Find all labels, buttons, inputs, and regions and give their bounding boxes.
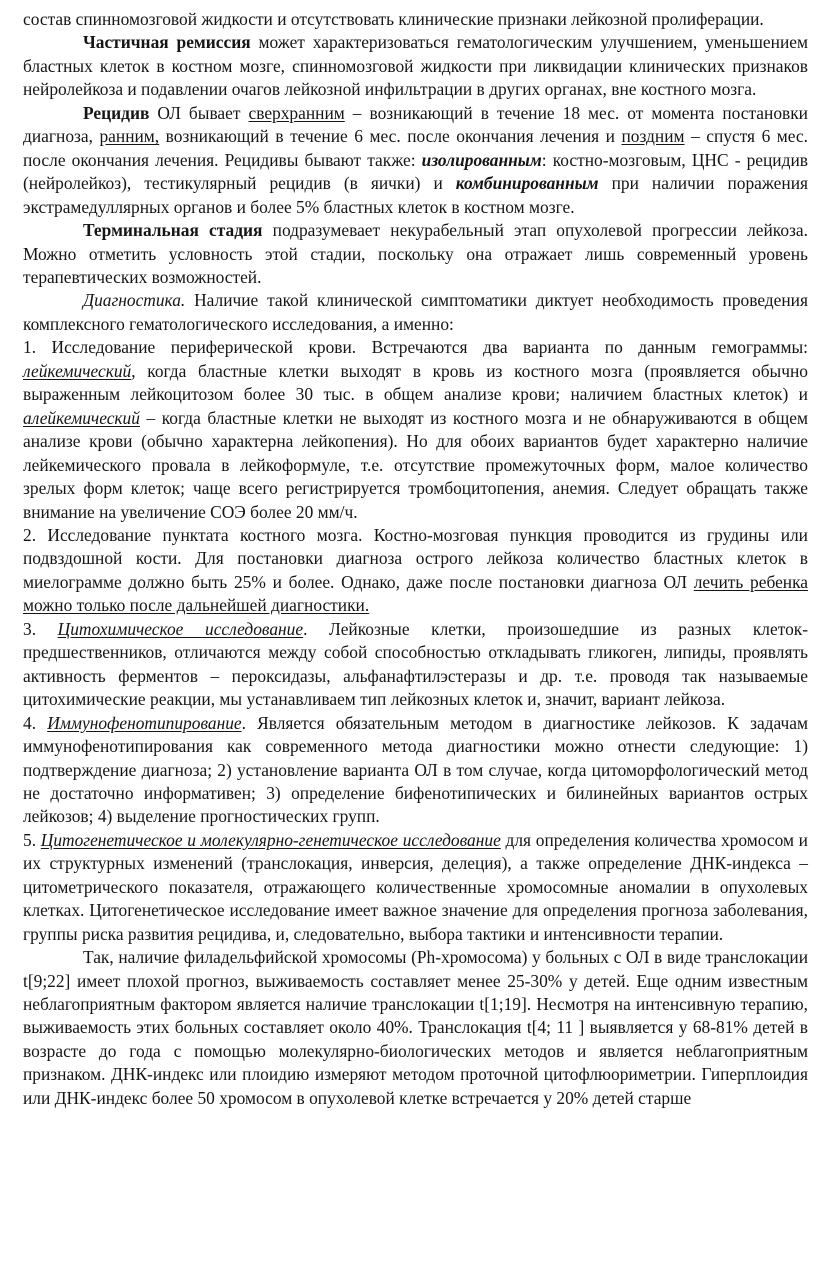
paragraph-p04	[23, 219, 808, 289]
emphasis-text: Частичная ремиссия	[83, 32, 251, 53]
text-run: Наличие такой клинической симптоматики диктует необходимость проведения комплексного гематологического исследования, а именно:	[23, 290, 808, 334]
paragraph-p01	[23, 8, 808, 31]
text-run: – спустя 6 мес. после окончания лечения. Рецидивы бывают также:	[23, 126, 808, 170]
text-run: при наличии поражения экстрамедуллярных органов и более 5% бластных клеток в костном мозге.	[23, 173, 808, 217]
text-run: подразумевает некурабельный этап опухолевой прогрессии лейкоза. Можно отметить условность этой стадии, поскольку она отражает лишь современный уровень терапевтических возможностей.	[23, 220, 808, 287]
emphasis-text: изолированным	[421, 149, 542, 170]
emphasis-text: алейкемический	[23, 407, 140, 428]
text-run: – когда бластные клетки не выходят из костного мозга и не обнаруживаются в общем анализе крови (обычно характерна лейкопения). Но для обоих вариантов будет характерно наличие лейкемического провала в лейкоформуле, т.е. отсутствие промежуточных форм, малое количество зрелых форм клеток; чаще всего регистрируется тромбоцитопения, анемия. Следует обращать также внимание на увеличение СОЭ более 20 мм/ч.	[23, 407, 808, 522]
text-run: ОЛ бывает	[149, 102, 249, 123]
emphasis-text: сверхранним	[248, 102, 345, 123]
text-run: : костно-мозговым, ЦНС - рецидив (нейролейкоз), тестикулярный рецидив (в яички) и	[23, 149, 808, 194]
emphasis-text: поздним	[621, 126, 685, 147]
paragraph-p07	[23, 524, 808, 618]
text-run: 1. Исследование периферической крови. Встречаются два варианта по данным гемограммы:	[23, 337, 808, 358]
paragraph-p06	[23, 336, 808, 524]
text-run: Так, наличие филадельфийской хромосомы (Ph-хромосома) у больных с ОЛ в виде транслокации t[9;22] имеет плохой прогноз, выживаемость составляет менее 25-30% у детей. Еще одним известным неблагоприятным фактором является наличие транслокации t[1;19]. Несмотря на интенсивную терапию, выживаемость этих больных составляет около 40%. Транслокация t[4; 11 ] выявляется у 68-81% детей в возрасте до года с помощью молекулярно-биологических методов и является неблагоприятным признаком. ДНК-индекс или плоидию измеряют методом проточной цитофлюориметрии. Гиперплоидия или ДНК-индекс более 50 хромосом в опухолевой клетке встречается у 20% детей старше	[23, 947, 808, 1108]
text-run: , когда бластные клетки выходят в кровь из костного мозга (проявляется обычно выраженным лейкоцитозом более 30 тыс. в общем анализе крови; наличием бластных клеток) и	[23, 360, 808, 405]
text-run: . Является обязательным методом в диагностике лейкозов. К задачам иммунофенотипирования как современного метода диагностики можно отнести следующие: 1) подтверждение диагноза; 2) установление варианта ОЛ в том случае, когда цитоморфологический метод не достаточно информативен; 3) определение бифенотипических и билинейных вариантов острых лейкозов; 4) выделение прогностических групп.	[23, 712, 809, 827]
paragraph-p09	[23, 712, 808, 829]
paragraph-p11	[23, 946, 808, 1110]
text-run: 3.	[23, 618, 58, 639]
emphasis-text: Терминальная стадия	[83, 220, 263, 241]
emphasis-text: лечить ребенка можно только после дальнейшей диагностики.	[23, 571, 808, 616]
text-run: 4.	[23, 712, 48, 733]
text-run: . Лейкозные клетки, произошедшие из разных клеток-предшественников, отличаются между собой способностью откладывать гликоген, липиды, проявлять активность ферментов – пероксидазы, альфанафтилэстеразы и др. т.е. проводя так называемые цитохимические реакции, мы устанавливаем тип лейкозных клеток и, значит, вариант лейкоза.	[23, 618, 809, 710]
emphasis-text: комбинированным	[455, 173, 599, 194]
paragraph-p10	[23, 829, 808, 946]
text-run: – возникающий в течение 18 мес. от момента постановки диагноза,	[23, 102, 808, 147]
emphasis-text: Цитогенетическое и молекулярно-генетическое исследование	[40, 829, 501, 850]
emphasis-text: Иммунофенотипирование	[47, 712, 242, 733]
text-run: может характеризоваться гематологическим улучшением, уменьшением бластных клеток в костном мозге, спинномозговой жидкости при ликвидации клинических признаков нейролейкоза и подавлении очагов лейкозной инфильтрации в других органах, вне костного мозга.	[23, 32, 808, 100]
emphasis-text: Цитохимическое исследование	[57, 618, 304, 639]
text-run: состав спинномозговой жидкости и отсутствовать клинические признаки лейкозной пролиферации.	[23, 9, 764, 29]
text-run: 5.	[23, 829, 41, 850]
text-run: 2. Исследование пунктата костного мозга. Костно-мозговая пункция проводится из грудины или подвздошной кости. Для постановки диагноза острого лейкоза количество бластных клеток в миелограмме должно быть 25% и более. Однако, даже после постановки диагноза ОЛ	[23, 524, 808, 592]
text-run: возникающий в течение 6 мес. после окончания лечения и	[159, 126, 622, 147]
emphasis-text: Рецидив	[83, 102, 150, 123]
emphasis-text: лейкемический	[23, 360, 132, 381]
paragraph-p05	[23, 289, 808, 336]
emphasis-text: Диагностика.	[83, 290, 186, 311]
text-run: для определения количества хромосом и их структурных изменений (транслокация, инверсия, делеция), а также определение ДНК-индекса – цитометрического показателя, отражающего количественные хромосомные аномалии в опухолевых клетках. Цитогенетическое исследование имеет важное значение для определения прогноза заболевания, группы риска развития рецидива, и, следовательно, выбора тактики и интенсивности терапии.	[23, 829, 808, 944]
paragraph-p03	[23, 102, 808, 219]
paragraph-p02	[23, 31, 808, 101]
emphasis-text: ранним,	[99, 126, 160, 147]
paragraph-p08	[23, 618, 808, 712]
